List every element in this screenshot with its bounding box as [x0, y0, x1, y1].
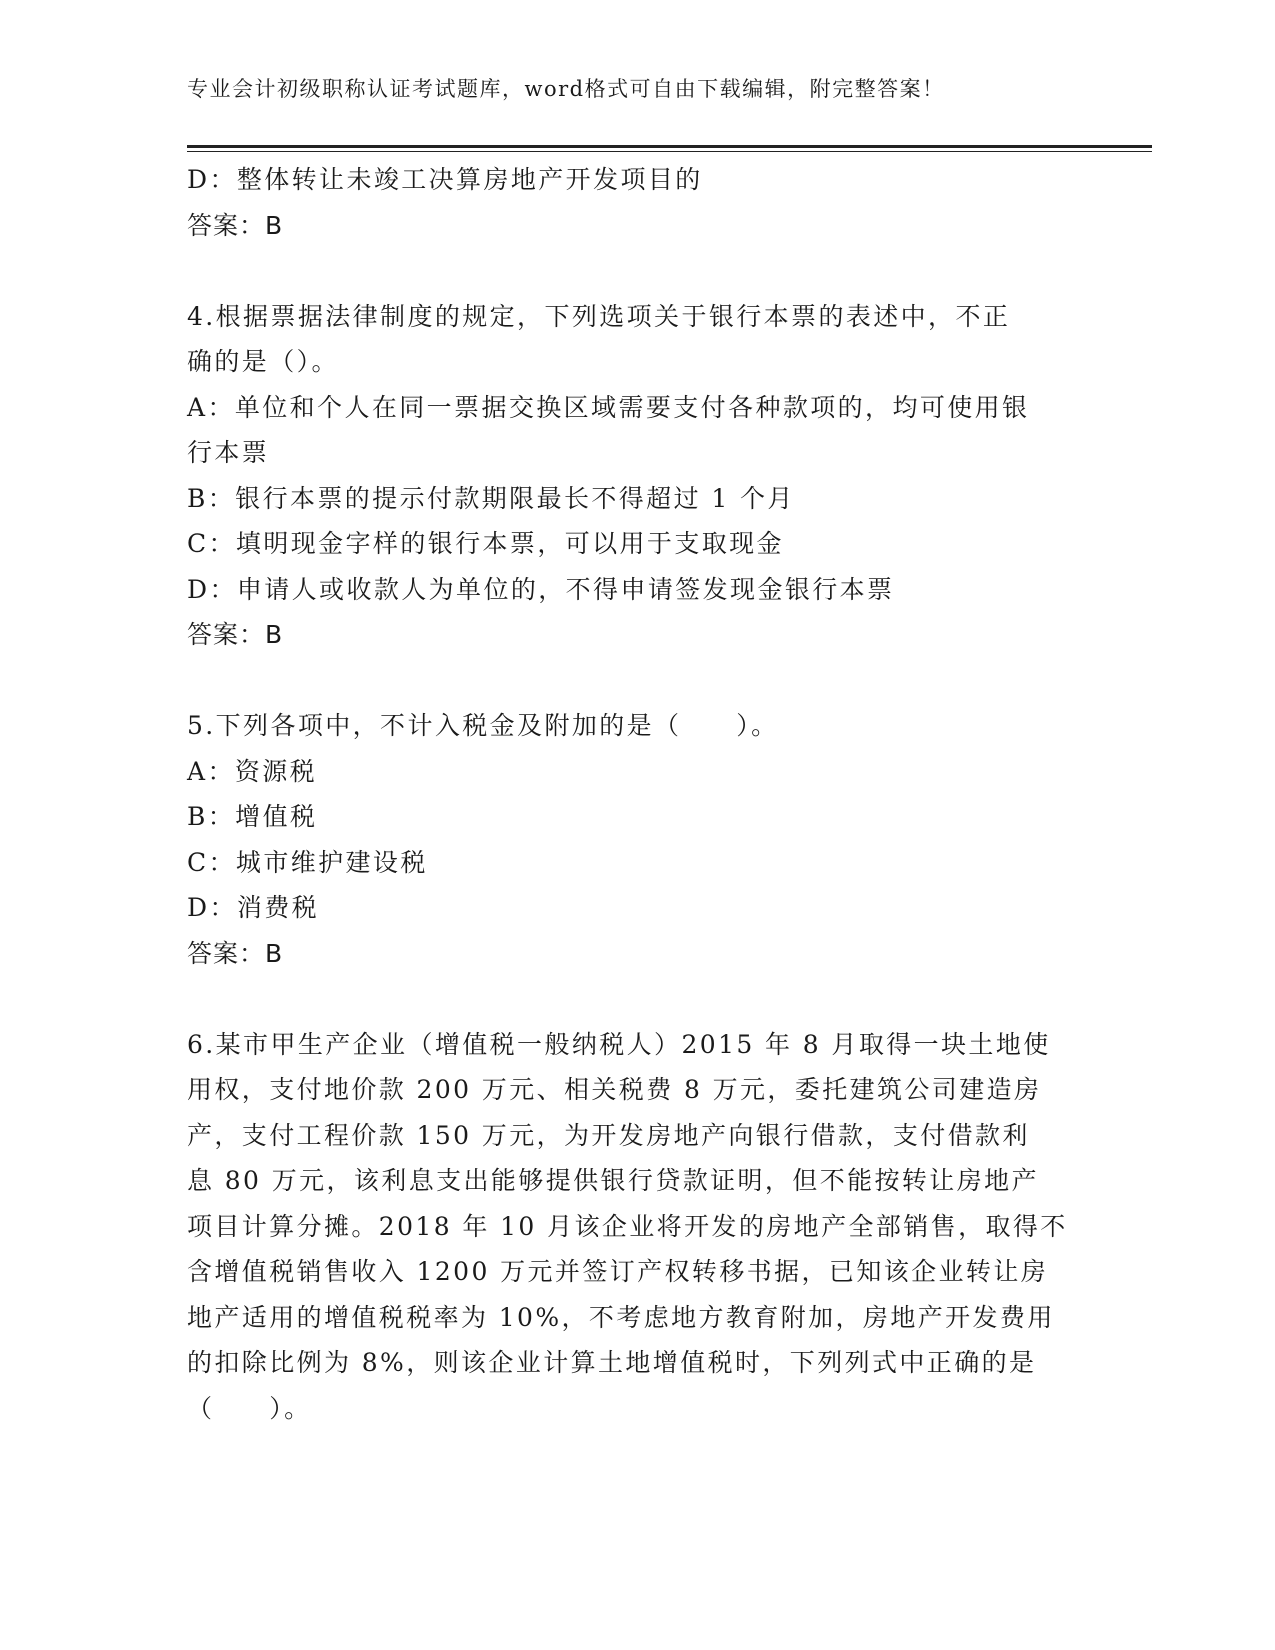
spacer — [187, 658, 1087, 704]
question-6 — [187, 1022, 1087, 1432]
option-c: C：城市维护建设税 — [187, 847, 428, 877]
answer-line: 答案：B — [187, 620, 284, 649]
question-stem-line: 地产适用的增值税税率为 10%，不考虑地方教育附加，房地产开发费用 — [187, 1302, 1055, 1332]
spacer — [187, 248, 1087, 294]
page-header: 专业会计初级职称认证考试题库，word格式可自由下载编辑，附完整答案！ — [187, 77, 945, 101]
option-d: D：申请人或收款人为单位的，不得申请签发现金银行本票 — [187, 574, 895, 604]
header-divider — [187, 145, 1152, 148]
header-divider-thin — [187, 151, 1152, 152]
answer-line: 答案：B — [187, 210, 284, 240]
option-d: D：整体转让未竣工决算房地产开发项目的 — [187, 165, 703, 194]
previous-question-tail — [187, 157, 1087, 248]
question-stem-line: 项目计算分摊。2018 年 10 月该企业将开发的房地产全部销售，取得不 — [187, 1211, 1068, 1241]
option-a: A：资源税 — [187, 756, 318, 786]
question-stem-line: 的扣除比例为 8%，则该企业计算土地增值税时，下列列式中正确的是 — [187, 1348, 1037, 1377]
option-b: B：增值税 — [187, 802, 318, 831]
option-d: D：消费税 — [187, 893, 320, 922]
question-4 — [187, 294, 1087, 658]
question-stem-line: 确的是（）。 — [187, 347, 339, 376]
question-stem-line: 6.某市甲生产企业（增值税一般纳税人）2015 年 8 月取得一块土地使 — [187, 1029, 1051, 1059]
answer-line: 答案：B — [187, 938, 284, 968]
question-stem-line: （ ）。 — [187, 1393, 312, 1423]
question-stem-line: 4.根据票据法律制度的规定，下列选项关于银行本票的表述中，不正 — [187, 301, 1011, 331]
question-stem-line: 5.下列各项中，不计入税金及附加的是（ ）。 — [187, 711, 779, 740]
document-body — [187, 157, 1087, 1431]
spacer — [187, 976, 1087, 1022]
option-c: C：填明现金字样的银行本票，可以用于支取现金 — [187, 529, 784, 558]
question-stem-line: 含增值税销售收入 1200 万元并签订产权转移书据，已知该企业转让房 — [187, 1257, 1049, 1286]
question-stem-line: 用权，支付地价款 200 万元、相关税费 8 万元，委托建筑公司建造房 — [187, 1075, 1042, 1104]
question-stem-line: 息 80 万元，该利息支出能够提供银行贷款证明，但不能按转让房地产 — [187, 1166, 1039, 1195]
question-5 — [187, 703, 1087, 976]
option-b: B：银行本票的提示付款期限最长不得超过 1 个月 — [187, 483, 795, 513]
option-a-continued: 行本票 — [187, 438, 270, 467]
question-stem-line: 产，支付工程价款 150 万元，为开发房地产向银行借款，支付借款利 — [187, 1120, 1030, 1150]
option-a: A：单位和个人在同一票据交换区域需要支付各种款项的，均可使用银 — [187, 392, 1030, 422]
